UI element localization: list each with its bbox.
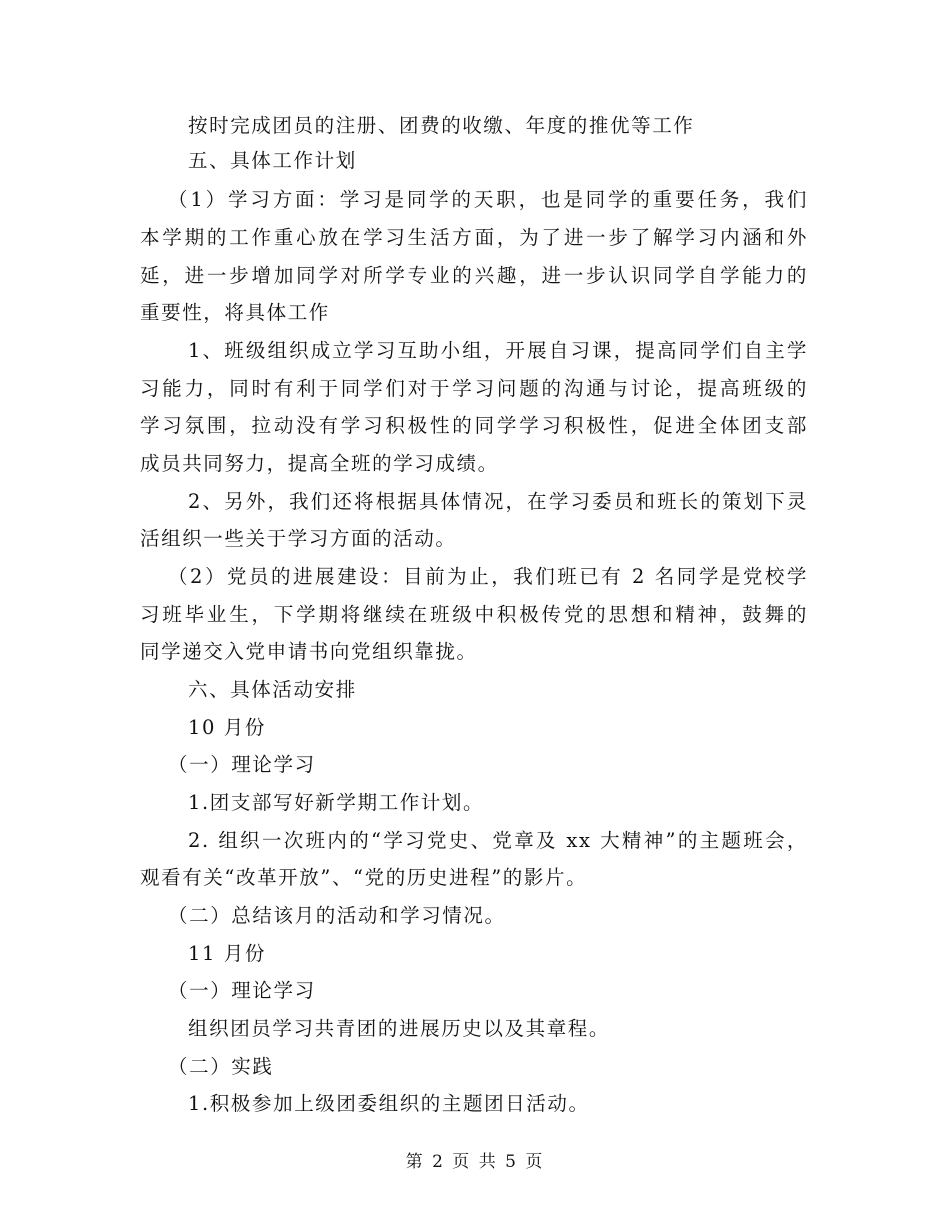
- section-heading: 五、具体工作计划: [188, 149, 357, 172]
- text-line: 习能力，同时有利于同学们对于学习问题的沟通与讨论，提高班级的: [140, 377, 808, 400]
- text-line: 本学期的工作重心放在学习生活方面，为了进一步了解学习内涵和外: [140, 226, 808, 249]
- text-line: 同学递交入党申请书向党组织靠拢。: [140, 640, 478, 663]
- text-line: 延，进一步增加同学对所学专业的兴趣，进一步认识同学自学能力的: [140, 264, 808, 287]
- text-line: （2）党员的进展建设：目前为止，我们班已有 2 名同学是党校学: [168, 565, 808, 588]
- list-item: 1.团支部写好新学期工作计划。: [188, 791, 485, 814]
- month-heading: 10 月份: [188, 716, 267, 739]
- section-heading: 六、具体活动安排: [188, 678, 357, 701]
- text-line: 观看有关“改革开放”、“党的历史进程”的影片。: [140, 866, 588, 889]
- page-number: 第 2 页 共 5 页: [405, 1152, 545, 1172]
- text-line: 学习氛围，拉动没有学习积极性的同学学习积极性，促进全体团支部: [140, 414, 808, 437]
- text-line: 2、另外，我们还将根据具体情况，在学习委员和班长的策划下灵: [188, 490, 808, 513]
- month-heading: 11 月份: [188, 942, 267, 965]
- subsection-heading: （一）理论学习: [168, 979, 316, 1002]
- text-line: 重要性，将具体工作: [140, 301, 330, 324]
- list-item: 2. 组织一次班内的“学习党史、党章及 xx 大精神”的主题班会，: [188, 829, 808, 852]
- text-line: 成员共同努力，提高全班的学习成绩。: [140, 452, 499, 475]
- text-line: （1）学习方面：学习是同学的天职，也是同学的重要任务，我们: [168, 188, 808, 211]
- subsection-heading: （二）总结该月的活动和学习情况。: [168, 904, 506, 927]
- text-line: 活组织一些关于学习方面的活动。: [140, 527, 457, 550]
- subsection-heading: （二）实践: [168, 1055, 274, 1078]
- subsection-heading: （一）理论学习: [168, 753, 316, 776]
- text-line: 组织团员学习共青团的进展历史以及其章程。: [188, 1017, 611, 1040]
- text-line: 按时完成团员的注册、团费的收缴、年度的推优等工作: [188, 114, 695, 137]
- list-item: 1.积极参加上级团委组织的主题团日活动。: [188, 1092, 590, 1115]
- text-line: 习班毕业生，下学期将继续在班级中积极传党的思想和精神，鼓舞的: [140, 603, 808, 626]
- text-line: 1、班级组织成立学习互助小组，开展自习课，提高同学们自主学: [188, 339, 808, 362]
